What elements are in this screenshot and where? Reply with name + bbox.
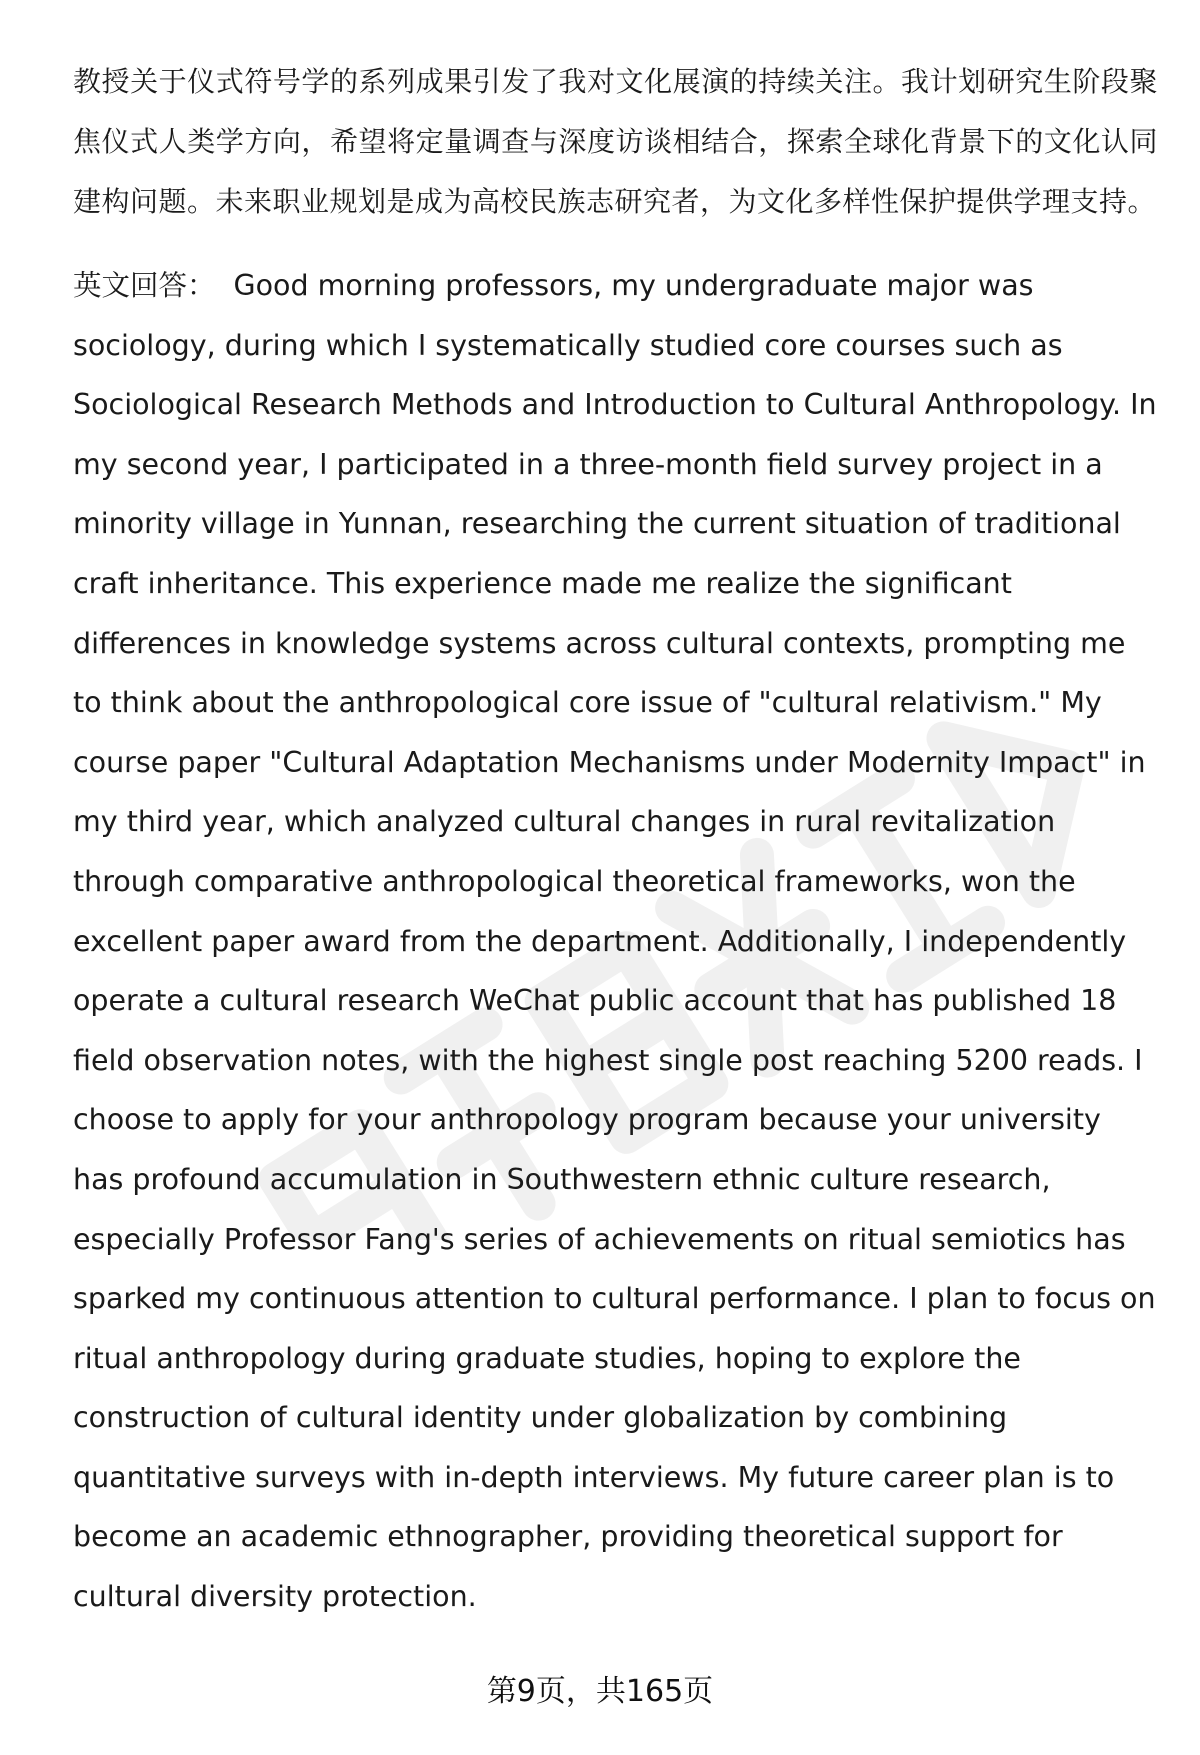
chinese-paragraph: 教授关于仪式符号学的系列成果引发了我对文化展演的持续关注。我计划研究生阶段聚焦仪式人类学方向，希望将定量调查与深度访谈相结合，探索全球化背景下的文化认同建构问题。未来职业规划是成为高校民族志研究者，为文化多样性保护提供学理支持。 bbox=[73, 65, 1158, 218]
english-answer-text: Good morning professors, my undergraduate major was sociology, during which I systematically studied core courses such as Sociological Research Methods and Introduction to Cultural Anthropology. In my second year, I participated in a three-month field survey project in a minority village in Yunnan, researching the current situation of traditional craft inheritance. This experience made me realize the significant differences in knowledge systems across cultural contexts, prompting me to think about the anthropological core issue of "cultural relativism." My course paper "Cultural Adaptation Mechanisms under Modernity Impact" in my third year, which analyzed cultural changes in rural revitalization through comparative anthropological theoretical frameworks, won the excellent paper award from the department. Additionally, I independently operate a cultural research WeChat public account that has published 18 field observation notes, with the highest single post reaching 5200 reads. I choose to apply for your anthropology program because your university has profound accumulation in Southwestern ethnic culture research, especially Professor Fang's series of achievements on ritual semiotics has sparked my continuous attention to cultural performance. I plan to focus on ritual anthropology during graduate studies, hoping to explore the construction of cultural identity under globalization by combining quantitative surveys with in-depth interviews. My future career plan is to become an academic ethnographer, providing theoretical support for cultural diversity protection. bbox=[73, 269, 1157, 1614]
document-body bbox=[73, 52, 1158, 1627]
english-answer-paragraph bbox=[73, 256, 1158, 1627]
english-answer-label: 英文回答： bbox=[73, 269, 216, 302]
page-number: 第9页，共165页 bbox=[486, 1674, 714, 1709]
